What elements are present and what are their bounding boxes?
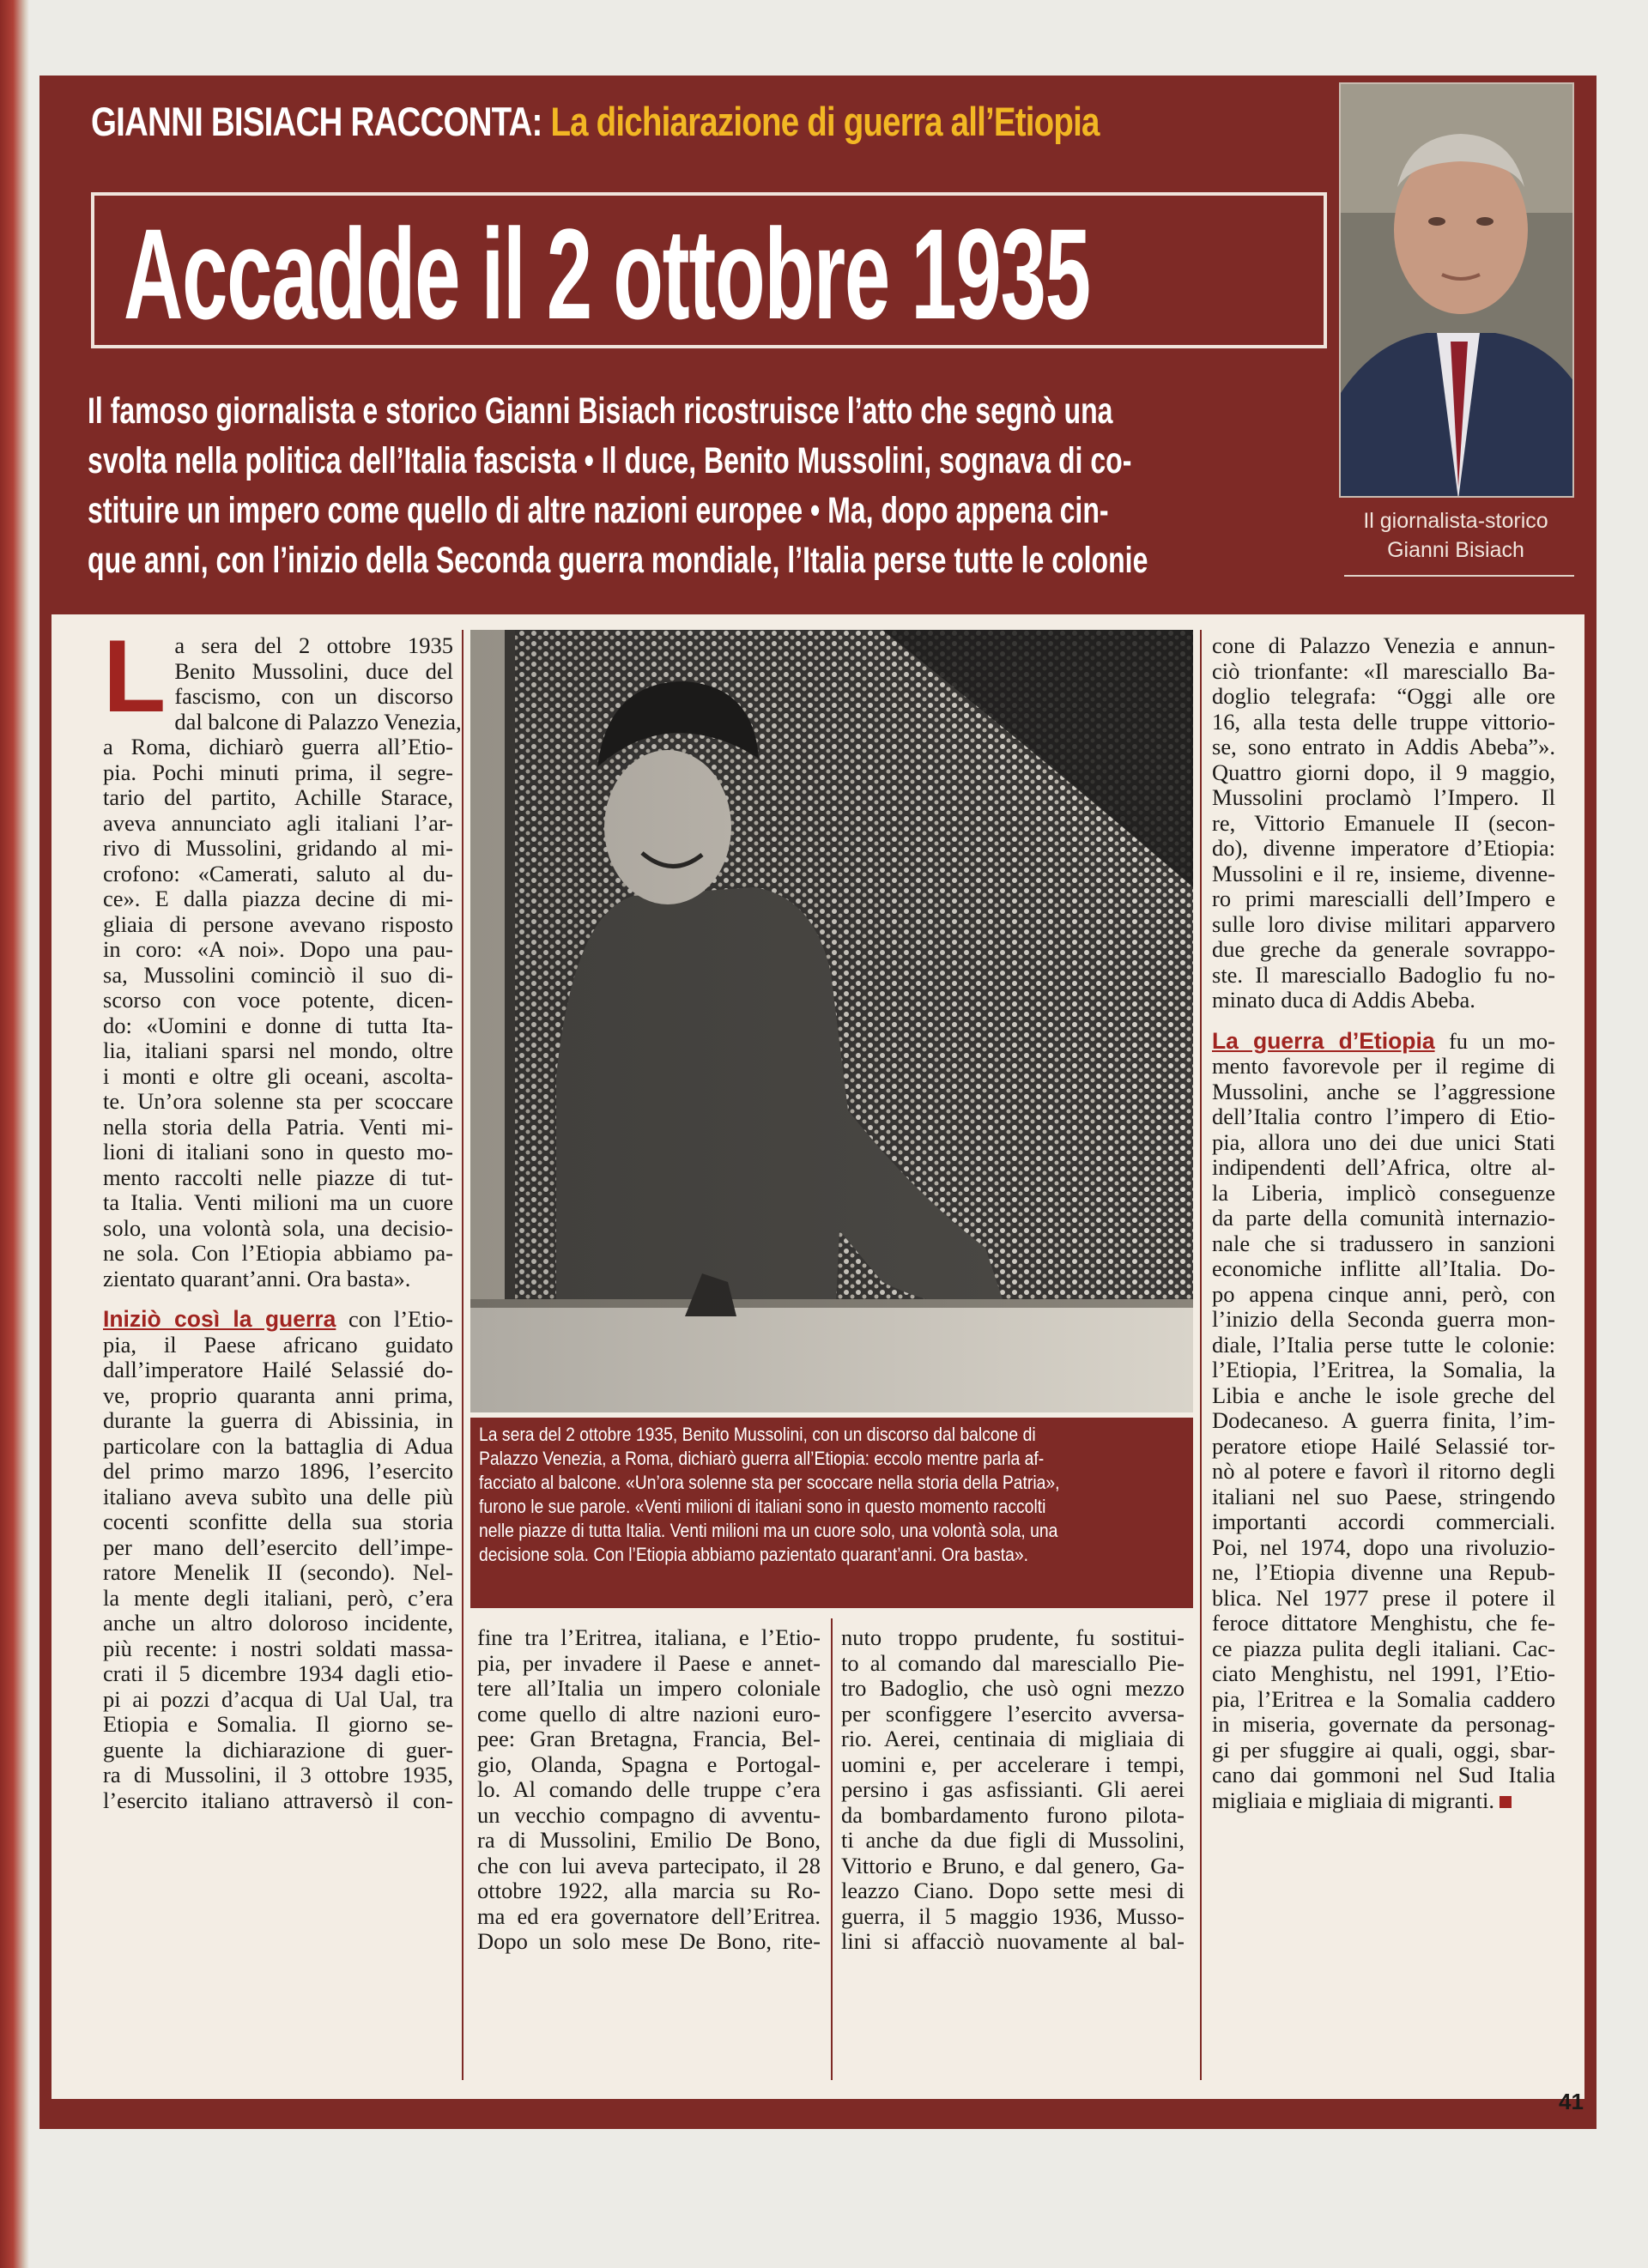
text-line: la mente degli italiani, però, c’era [103,1584,453,1611]
subtitle-line: svolta nella politica dell’Italia fascista • Il duce, Benito Mussolini, sognava di co- [88,440,1132,481]
text-line: crofono: «Camerati, saluto al du- [103,860,453,886]
text-line: aveva annunciato agli italiani l’ar- [103,809,453,836]
text-line: particolare con la battaglia di Adua [103,1432,453,1459]
text-line: che con lui aveva partecipato, il 28 [477,1852,821,1878]
text-line: a sera del 2 ottobre 1935 [174,632,453,658]
text-line: sulle loro divise militari apparvero [1212,910,1555,937]
text-line: Benito Mussolini, duce del [174,657,453,684]
column-3 [841,1625,1184,1955]
text-line: pia, l’Eritrea e la Somalia caddero [1212,1685,1555,1712]
text-line: l’esercito italiano attraversò il con- [103,1787,453,1813]
text-line: più recente: i nostri soldati massa- [103,1635,453,1661]
section-lead: La guerra d’Etiopia [1212,1027,1435,1054]
text-line: ma ed era governatore dell’Eritrea. [477,1902,821,1929]
photo-illustration [470,630,1193,1412]
text-line: fascismo, con un discorso [174,683,453,709]
section-lead-rest: con l’Etio- [336,1306,454,1332]
column-2 [477,1625,821,1955]
text-line: per sconfiggere l’esercito avversa- [841,1700,1184,1727]
text-line: italiani nel suo Paese, stringendo [1212,1483,1555,1509]
text-line: minato duca di Addis Abeba. [1212,987,1475,1013]
column-divider [462,630,464,2080]
text-line: ta Italia. Venti milioni ma un cuore [103,1189,453,1215]
text-line: ste. Il maresciallo Badoglio fu no- [1212,961,1555,988]
photo-caption [470,1418,1193,1608]
text-line: lini si affacciò nuovamente al bal- [841,1928,1184,1954]
text-line: ottobre 1922, alla marcia su Ro- [477,1878,821,1903]
portrait-illustration [1341,84,1574,498]
kicker-topic: La dichiarazione di guerra all’Etiopia [550,99,1100,144]
text-line: ra di Mussolini, Emilio De Bono, [477,1827,821,1853]
text-line: Dodecaneso. A guerra finita, l’im- [1212,1407,1555,1433]
text-line: ne, l’Etiopia divenne una Repub- [1212,1559,1555,1585]
text-line: pee: Gran Bretagna, Francia, Bel- [477,1726,821,1751]
text-line: per mano dell’esercito dell’impe- [103,1533,453,1560]
text-line: nò al potere e favorì il ritorno degli [1212,1458,1555,1484]
text-line: sa, Mussolini cominciò il suo di- [103,961,453,988]
title-box [91,192,1327,348]
text-line: ce piazza pulita degli italiani. Cac- [1212,1635,1555,1661]
subtitle-line: que anni, con l’inizio della Seconda guerra mondiale, l’Italia perse tutte le colonie [88,540,1148,581]
subtitle [88,386,1358,585]
text-line: doglio telegrafa: “Oggi alle ore [1212,683,1555,709]
text-line: come quello di altre nazioni euro- [477,1700,821,1727]
text-line: do: «Uomini e donne di tutta Ita- [103,1012,453,1038]
photo-caption-line: La sera del 2 ottobre 1935, Benito Mussolini, con un discorso dal balcone di [479,1424,1036,1445]
page-number: 41 [1559,2089,1584,2114]
text-line: gi per sfuggire ai quali, oggi, sbar- [1212,1736,1555,1763]
text-line: do), divenne imperatore d’Etiopia: [1212,835,1555,861]
text-line: gliaia di persone avevano risposto [103,910,453,937]
text-line: Etiopia e Somalia. Il giorno se- [103,1711,453,1737]
column-divider [1200,630,1202,2080]
text-line: dall’imperatore Hailé Selassié do- [103,1357,453,1382]
text-line: mento favorevole per il regime di [1212,1053,1555,1079]
text-line: blica. Nel 1977 prese il potere il [1212,1584,1555,1611]
text-line: tro Badoglio, che usò ogni mezzo [841,1675,1184,1701]
text-line: da parte della comunità internazio- [1212,1205,1555,1231]
text-line: cone di Palazzo Venezia e annun- [1212,632,1555,658]
text-line: italiano aveva subìto una delle più [103,1483,453,1509]
text-line: in miseria, governate da personag- [1212,1711,1555,1737]
text-line: da bombardamento furono pilota- [841,1801,1184,1828]
author-caption [1327,506,1584,565]
text-line: pi ai pozzi d’acqua di Ual Ual, tra [103,1685,453,1712]
author-caption-line: Il giornalista-storico [1363,509,1548,533]
article-body [52,614,1584,2099]
text-line: tere all’Italia un impero coloniale [477,1675,821,1701]
text-line: tario del partito, Achille Starace, [103,784,453,810]
text-line: to al comando dal maresciallo Pie- [841,1649,1184,1676]
text-line: te. Un’ora solenne sta per scoccare [103,1088,453,1114]
text-line: Quattro giorni dopo, il 9 maggio, [1212,759,1555,785]
column-divider [831,1618,833,2080]
author-portrait [1339,82,1574,498]
text-line: l’inizio della Seconda guerra mon- [1212,1306,1555,1332]
text-line: feroce dittatore Menghistu, che fe- [1212,1610,1555,1636]
section-lead-rest: fu un mo- [1434,1027,1556,1054]
text-line: migliaia e migliaia di migranti. [1212,1788,1555,1814]
text-line: del primo marzo 1896, l’esercito [103,1458,453,1484]
text-line: Poi, nel 1974, dopo una rivoluzio- [1212,1533,1555,1560]
text-line: re, Vittorio Emanuele II (secon- [1212,809,1555,836]
photo-caption-line: facciato al balcone. «Un’ora solenne sta per scoccare nella storia della Patria», [479,1472,1060,1493]
text-line: a Roma, dichiarò guerra all’Etio- [103,734,453,759]
text-line: persino i gas asfissianti. Gli aerei [841,1776,1184,1802]
text-line: lioni di italiani sono in questo mo- [103,1139,453,1164]
author-caption-line: Gianni Bisiach [1387,538,1524,562]
text-line: guerra, il 5 maggio 1936, Musso- [841,1902,1184,1929]
text-line: leazzo Ciano. Dopo sette mesi di [841,1878,1184,1903]
text-line: nuto troppo prudente, fu sostitui- [841,1624,1184,1650]
subtitle-line: Il famoso giornalista e storico Gianni Bisiach ricostruisce l’atto che segnò una [88,390,1113,432]
text-line: pia, il Paese africano guidato [103,1331,453,1358]
text-line: dell’Italia contro l’impero di Etio- [1212,1104,1555,1129]
page-title: Accadde il 2 ottobre 1935 [124,202,1090,346]
section-lead: Iniziò così la guerra [103,1306,336,1332]
text-line: ce». E dalla piazza decine di mi- [103,886,453,911]
column-4 [1212,633,1555,1813]
text-line: ti anche da due figli di Mussolini, [841,1827,1184,1853]
text-line: rio. Aerei, centinaia di migliaia di [841,1726,1184,1751]
text-line: nale che si tradussero in sanzioni [1212,1230,1555,1256]
text-line: la Liberia, implicò conseguenze [1212,1179,1555,1206]
section-lead-line [103,1307,453,1333]
text-line: 16, alla testa delle truppe vittorio- [1212,708,1555,735]
text-line: pia, allora uno dei due unici Stati [1212,1128,1555,1155]
text-line: cocenti sconfitte della sua storia [103,1509,453,1534]
drop-cap: L [103,619,167,734]
text-line: po appena cinque anni, però, con [1212,1280,1555,1307]
text-line: indipendenti dell’Africa, oltre al- [1212,1154,1555,1180]
text-line: uomini e, per accelerare i tempi, [841,1751,1184,1777]
binding-edge [0,0,29,2268]
mussolini-photo [470,630,1193,1412]
text-line: ciò trionfante: «Il maresciallo Ba- [1212,657,1555,684]
text-line: mento raccolti nelle piazze di tut- [103,1164,453,1190]
author-rule [1344,575,1574,577]
column-1 [103,619,462,1813]
text-line: guente la dichiarazione di guer- [103,1736,453,1763]
text-line: fine tra l’Eritrea, italiana, e l’Etio- [477,1624,821,1650]
text-line: Mussolini proclamò l’Impero. Il [1212,784,1555,810]
text-line: ra di Mussolini, il 3 ottobre 1935, [103,1762,453,1787]
text-line: solo, una volontà sola, una decisio- [103,1214,453,1241]
section-lead-line [1212,1029,1555,1055]
text-line: durante la guerra di Abissinia, in [103,1407,453,1433]
text-line: diale, l’Italia perse tutte le colonie: [1212,1331,1555,1358]
text-line: l’Etiopia, l’Eritrea, la Somalia, la [1212,1357,1555,1382]
text-line: crati il 5 dicembre 1934 dagli etio- [103,1660,453,1686]
text-line: un vecchio compagno di avventu- [477,1801,821,1828]
end-mark-icon [1500,1796,1512,1808]
text-line: Mussolini, anche se l’aggressione [1212,1078,1555,1104]
photo-caption-line: nelle piazze di tutta Italia. Venti milioni ma un cuore solo, una volontà sola, una [479,1520,1058,1541]
text-line: gio, Olanda, Spagna e Portogal- [477,1751,821,1777]
photo-caption-line: Palazzo Venezia, a Roma, dichiarò guerra all’Etiopia: eccolo mentre parla af- [479,1448,1045,1469]
text-line: ratore Menelik II (secondo). Nel- [103,1559,453,1585]
magazine-page [39,76,1596,2129]
text-line: dal balcone di Palazzo Venezia, [174,708,462,735]
photo-caption-line: decisione sola. Con l’Etiopia abbiamo pazientato quarant’anni. Ora basta». [479,1544,1029,1565]
text-line: cano dai gommoni nel Sud Italia [1212,1762,1555,1787]
text-line: Mussolini e il re, insieme, divenne- [1212,860,1555,886]
text-line: Dopo un solo mese De Bono, rite- [477,1928,821,1954]
text-line: scorso con voce potente, dicen- [103,987,453,1013]
text-line: Vittorio e Bruno, e dal genero, Ga- [841,1852,1184,1878]
text-line: Libia e anche le isole greche del [1212,1382,1555,1408]
text-line: importanti accordi commerciali. [1212,1509,1555,1534]
text-line: ro primi marescialli dell’Impero e [1212,886,1555,911]
text-line: ciato Menghistu, nel 1991, l’Etio- [1212,1660,1555,1686]
kicker [91,101,1100,142]
text-line: economiche inflitte all’Italia. Do- [1212,1255,1555,1281]
text-line: due greche da generale sovrappo- [1212,936,1555,962]
text-line: pia. Pochi minuti prima, il segre- [103,759,453,785]
text-line: in coro: «A noi». Dopo una pau- [103,936,453,962]
text-line: zientato quarant’anni. Ora basta». [103,1265,411,1291]
kicker-name: GIANNI BISIACH RACCONTA: [91,99,542,144]
text-line: ve, proprio quaranta anni prima, [103,1382,453,1408]
text-line: se, sono entrato in Addis Abeba”». [1212,734,1555,759]
photo-caption-line: furono le sue parole. «Venti milioni di italiani sono in questo momento raccolti [479,1496,1046,1517]
text-line: peratore etiope Hailé Selassié tor- [1212,1432,1555,1459]
text-line: nella storia della Patria. Venti mi- [103,1113,453,1140]
text-line: i monti e oltre gli oceani, ascolta- [103,1062,453,1089]
text-line: rivo di Mussolini, gridando al mi- [103,835,453,861]
subtitle-line: stituire un impero come quello di altre nazioni europee • Ma, dopo appena cin- [88,490,1109,531]
text-line: ne sola. Con l’Etiopia abbiamo pa- [103,1240,453,1266]
text-line: pia, per invadere il Paese e annet- [477,1649,821,1676]
text-line: anche un altro doloroso incidente, [103,1610,453,1636]
text-line: lo. Al comando delle truppe c’era [477,1776,821,1802]
text-line: lia, italiani sparsi nel mondo, oltre [103,1037,453,1063]
